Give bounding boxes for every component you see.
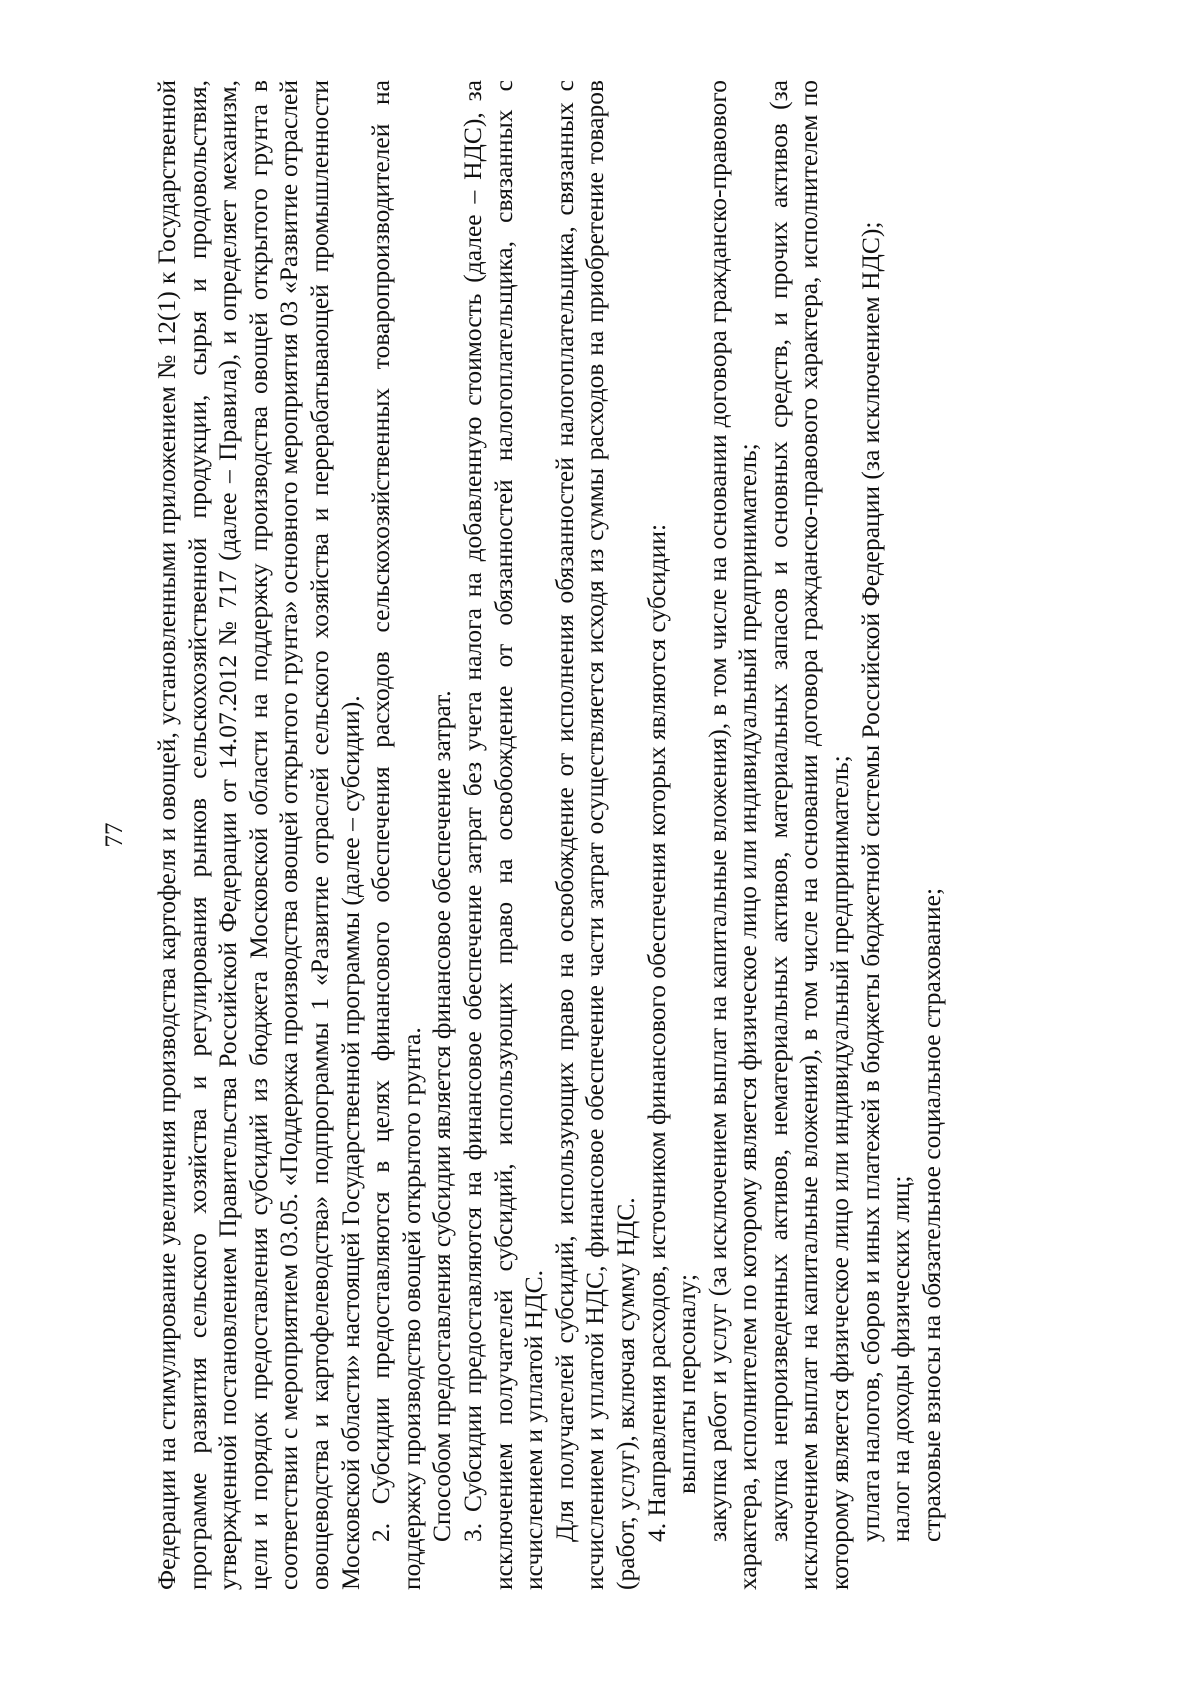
list-item-personnel: выплаты персоналу; (672, 1273, 702, 1494)
list-item-assets: закупка непроизведенных активов, нематериальных активов, материальных запасов и основных средств, и прочих активов (за исключением выплат на капитальные вложения), в том числе на основании договора гражданско-правового характера, исполнителем по которому является физическое лицо или индивидуальный предприниматель; (763, 80, 855, 1590)
list-item-insurance: страховые взносы на обязательное социальное страхование; (916, 887, 946, 1542)
paragraph-intro: Федерации на стимулирование увеличения производства картофеля и овощей, установленными приложением № 12(1) к Государственной программе развития сельского хозяйства и регулирования рынков сельскохозяйственной продукции, сырья и продовольствия, утвержденной постановлением Правительства Российской Федерации от 14.07.2012 № 717 (далее – Правила), и определяет механизм, цели и порядок предоставления субсидий из бюджета Московской области на поддержку производства овощей открытого грунта в соответствии с мероприятием 03.05. «Поддержка производства овощей открытого грунта» основного мероприятия 03 «Развитие отраслей овощеводства и картофелеводства» подпрограммы 1 «Развитие отраслей сельского хозяйства и перерабатывающей промышленности Московской области» настоящей Государственной программы (далее – субсидии). (152, 80, 365, 1590)
list-item-works-services: закупка работ и услуг (за исключением выплат на капитальные вложения), в том числе на основании договора гражданско-правового характера, исполнителем по которому является физическое лицо или индивидуальный предприниматель; (702, 80, 763, 1590)
paragraph-subsidy-purpose: 2. Субсидии предоставляются в целях финансового обеспечения расходов сельскохозяйственных товаропроизводителей на поддержку производство овощей открытого грунта. (366, 80, 426, 1590)
list-item-taxes: уплата налогов, сборов и иных платежей в бюджеты бюджетной системы Российской Федерации (за исключением НДС); (855, 221, 885, 1542)
paragraph-subsidy-method: Способом предоставления субсидии является финансовое обеспечение затрат. (427, 690, 457, 1542)
list-item-income-tax: налог на доходы физических лиц; (886, 1175, 916, 1542)
paragraph-vat-exempt: Для получателей субсидий, использующих право на освобождение от исполнения обязанностей налогоплательщика, связанных с исчислением и уплатой НДС, финансовое обеспечение части затрат осуществляется исходя из суммы расходов на приобретение товаров (работ, услуг), включая сумму НДС. (549, 80, 640, 1590)
page-number: 77 (101, 822, 128, 848)
paragraph-expense-directions: 4. Направления расходов, источником финансового обеспечения которых являются субсидии: (641, 523, 671, 1542)
body-text (152, 80, 947, 1590)
rotated-page-content (100, 80, 1080, 1590)
paragraph-vat-exclusion: 3. Субсидии предоставляются на финансовое обеспечение затрат без учета налога на добавленную стоимость (далее – НДС), за исключением получателей субсидий, использующих право на освобождение от обязанностей налогоплательщика, связанных с исчислением и уплатой НДС. (457, 80, 549, 1590)
